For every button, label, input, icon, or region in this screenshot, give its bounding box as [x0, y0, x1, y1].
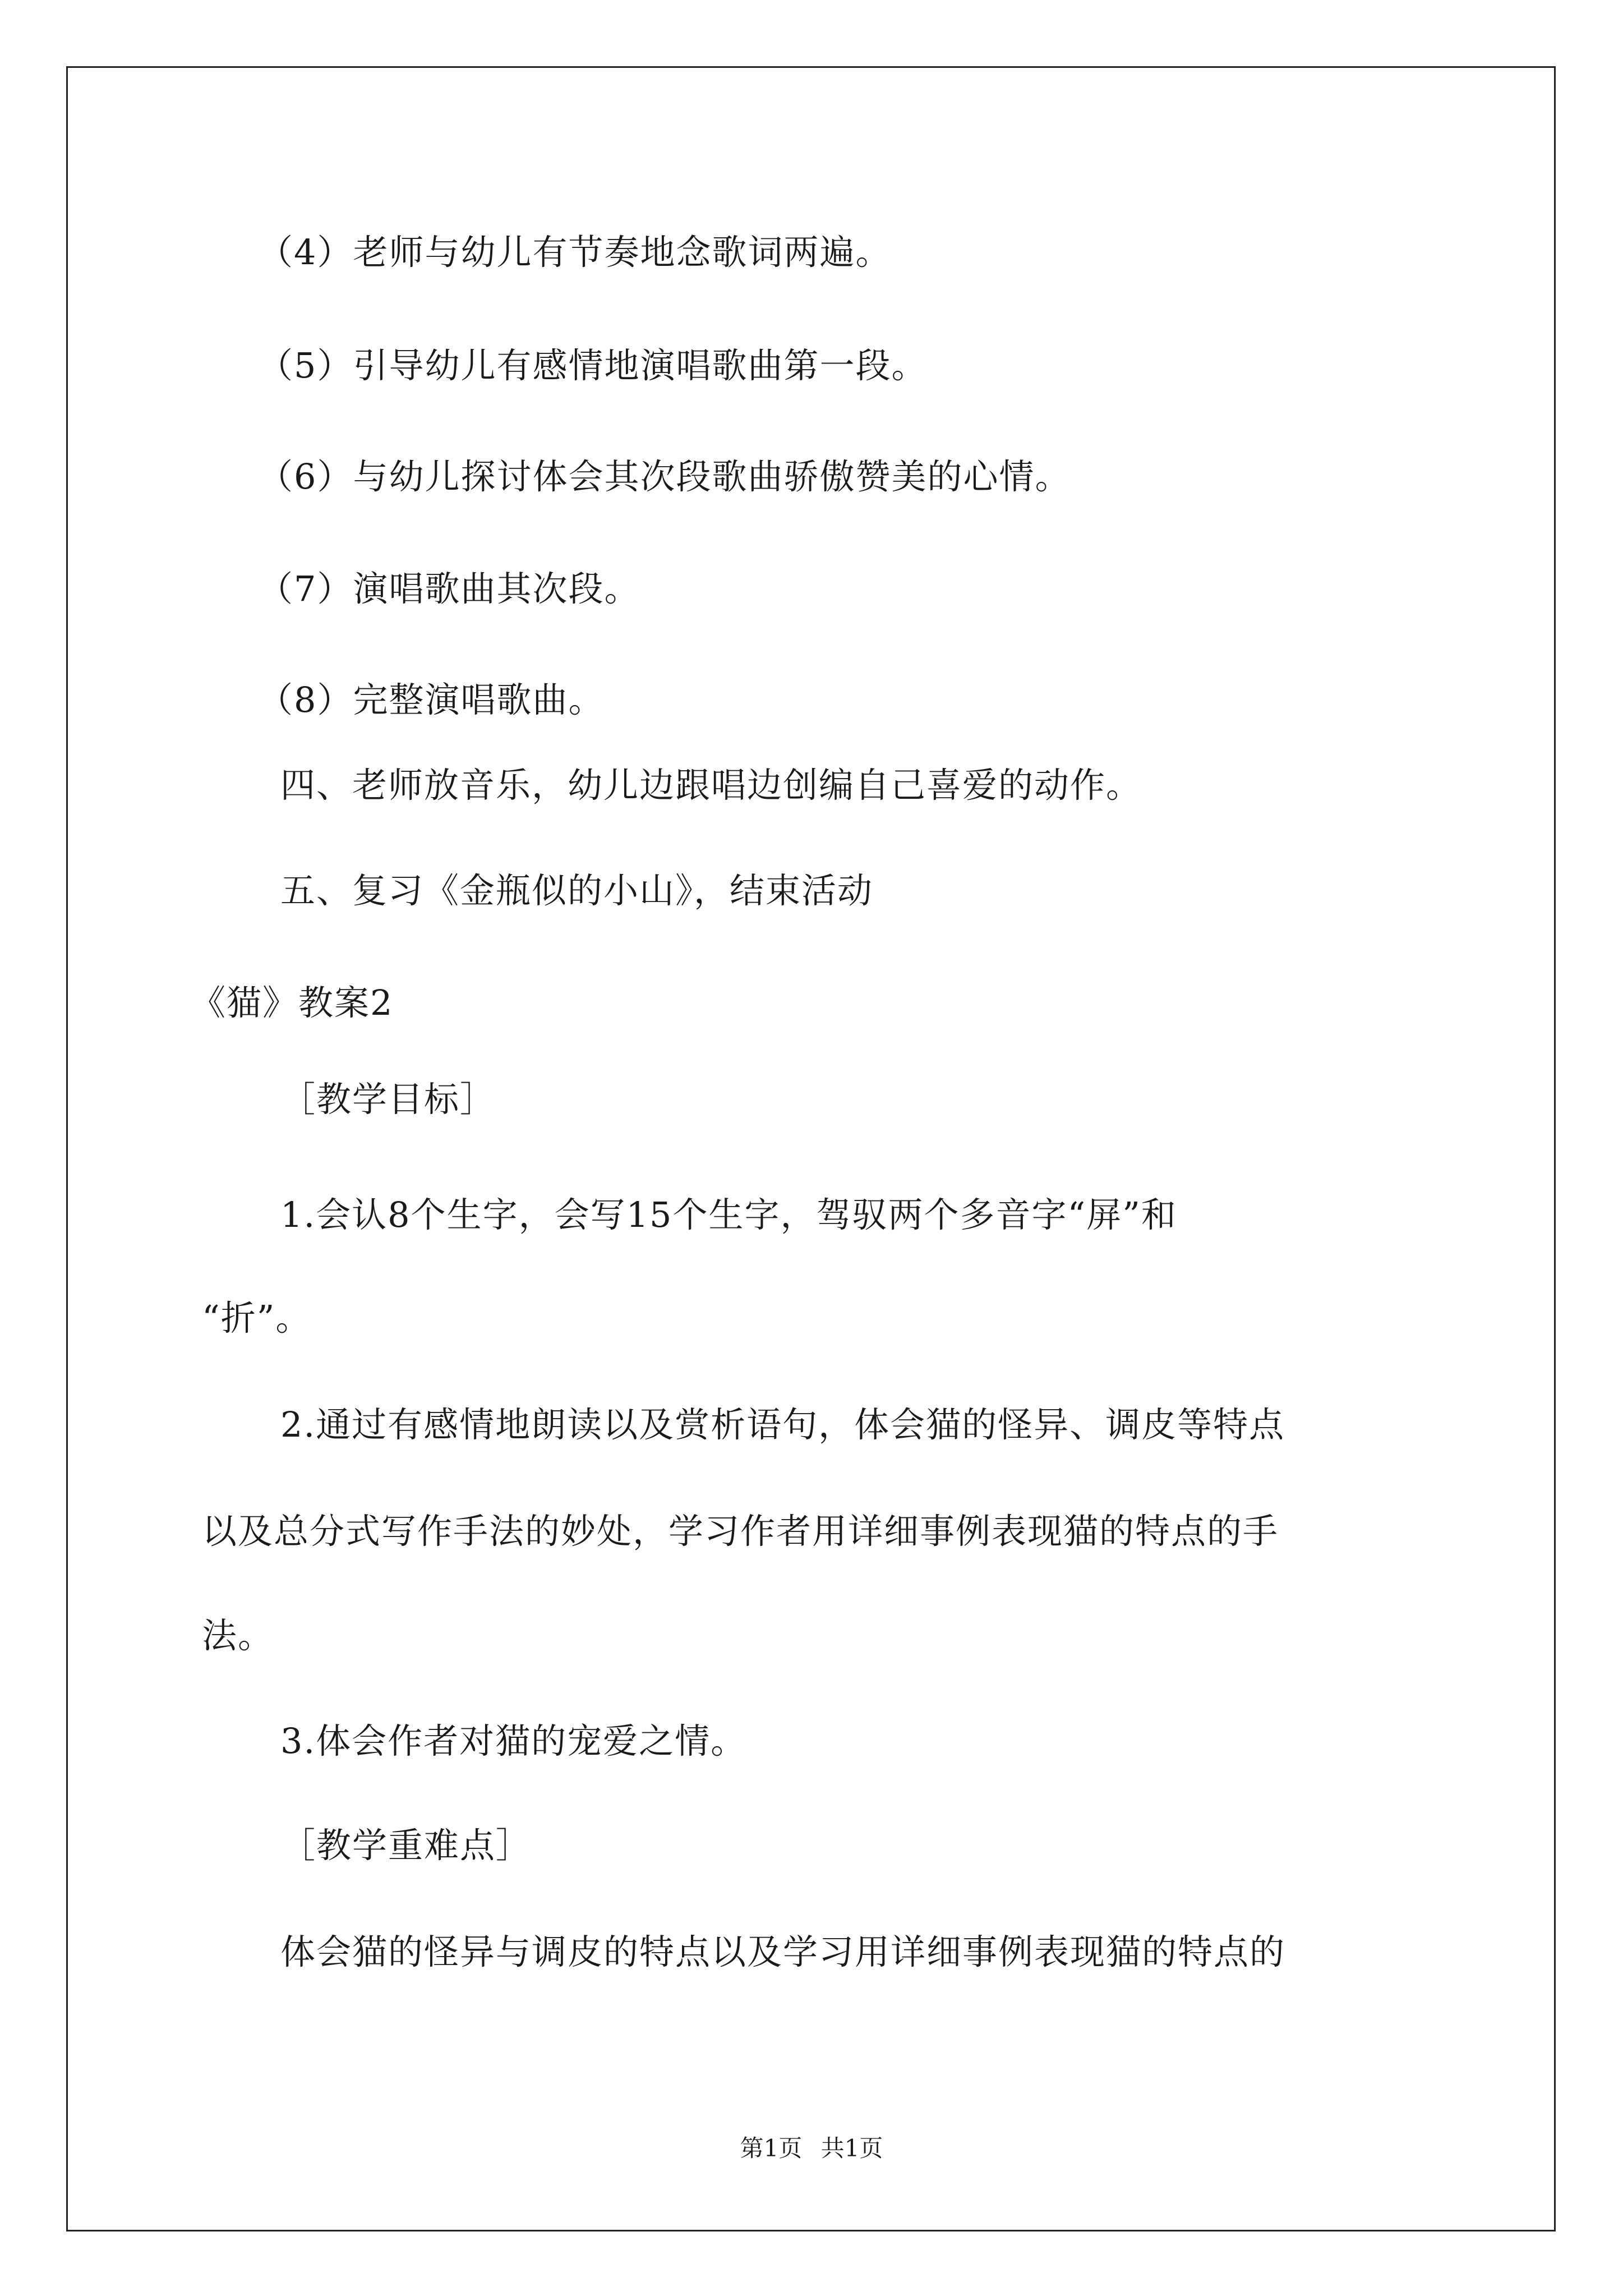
step-6-line: （6）与幼儿探讨体会其次段歌曲骄傲赞美的心情。: [258, 456, 1071, 497]
section-5-line: 五、复习《金瓶似的小山》，结束活动: [280, 870, 874, 911]
lesson-title: 《猫》教案2: [191, 982, 394, 1023]
goal-2-line-1: 2.通过有感情地朗读以及赏析语句，体会猫的怪异、调皮等特点: [280, 1404, 1285, 1445]
page-border: [66, 66, 1556, 2231]
goal-2-line-2: 以及总分式写作手法的妙处，学习作者用详细事例表现猫的特点的手: [202, 1511, 1279, 1552]
step-7-line: （7）演唱歌曲其次段。: [258, 568, 640, 609]
goal-1-line-1: 1.会认8个生字，会写15个生字，驾驭两个多音字“屏”和: [280, 1194, 1177, 1235]
key-points-line-1: 体会猫的怪异与调皮的特点以及学习用详细事例表现猫的特点的: [280, 1931, 1286, 1972]
key-points-heading: ［教学重难点］: [280, 1825, 532, 1866]
goal-2-line-3: 法。: [202, 1615, 274, 1656]
step-5-line: （5）引导幼儿有感情地演唱歌曲第一段。: [258, 345, 928, 386]
page-footer: 第1页 共1页: [740, 2134, 883, 2162]
teaching-goals-heading: ［教学目标］: [280, 1079, 496, 1120]
section-4-line: 四、老师放音乐，幼儿边跟唱边创编自己喜爱的动作。: [280, 765, 1142, 806]
step-4-line: （4）老师与幼儿有节奏地念歌词两遍。: [258, 232, 892, 273]
goal-1-line-2: “折”。: [202, 1297, 312, 1338]
step-8-line: （8）完整演唱歌曲。: [258, 679, 605, 720]
goal-3-line: 3.体会作者对猫的宠爱之情。: [280, 1720, 747, 1761]
